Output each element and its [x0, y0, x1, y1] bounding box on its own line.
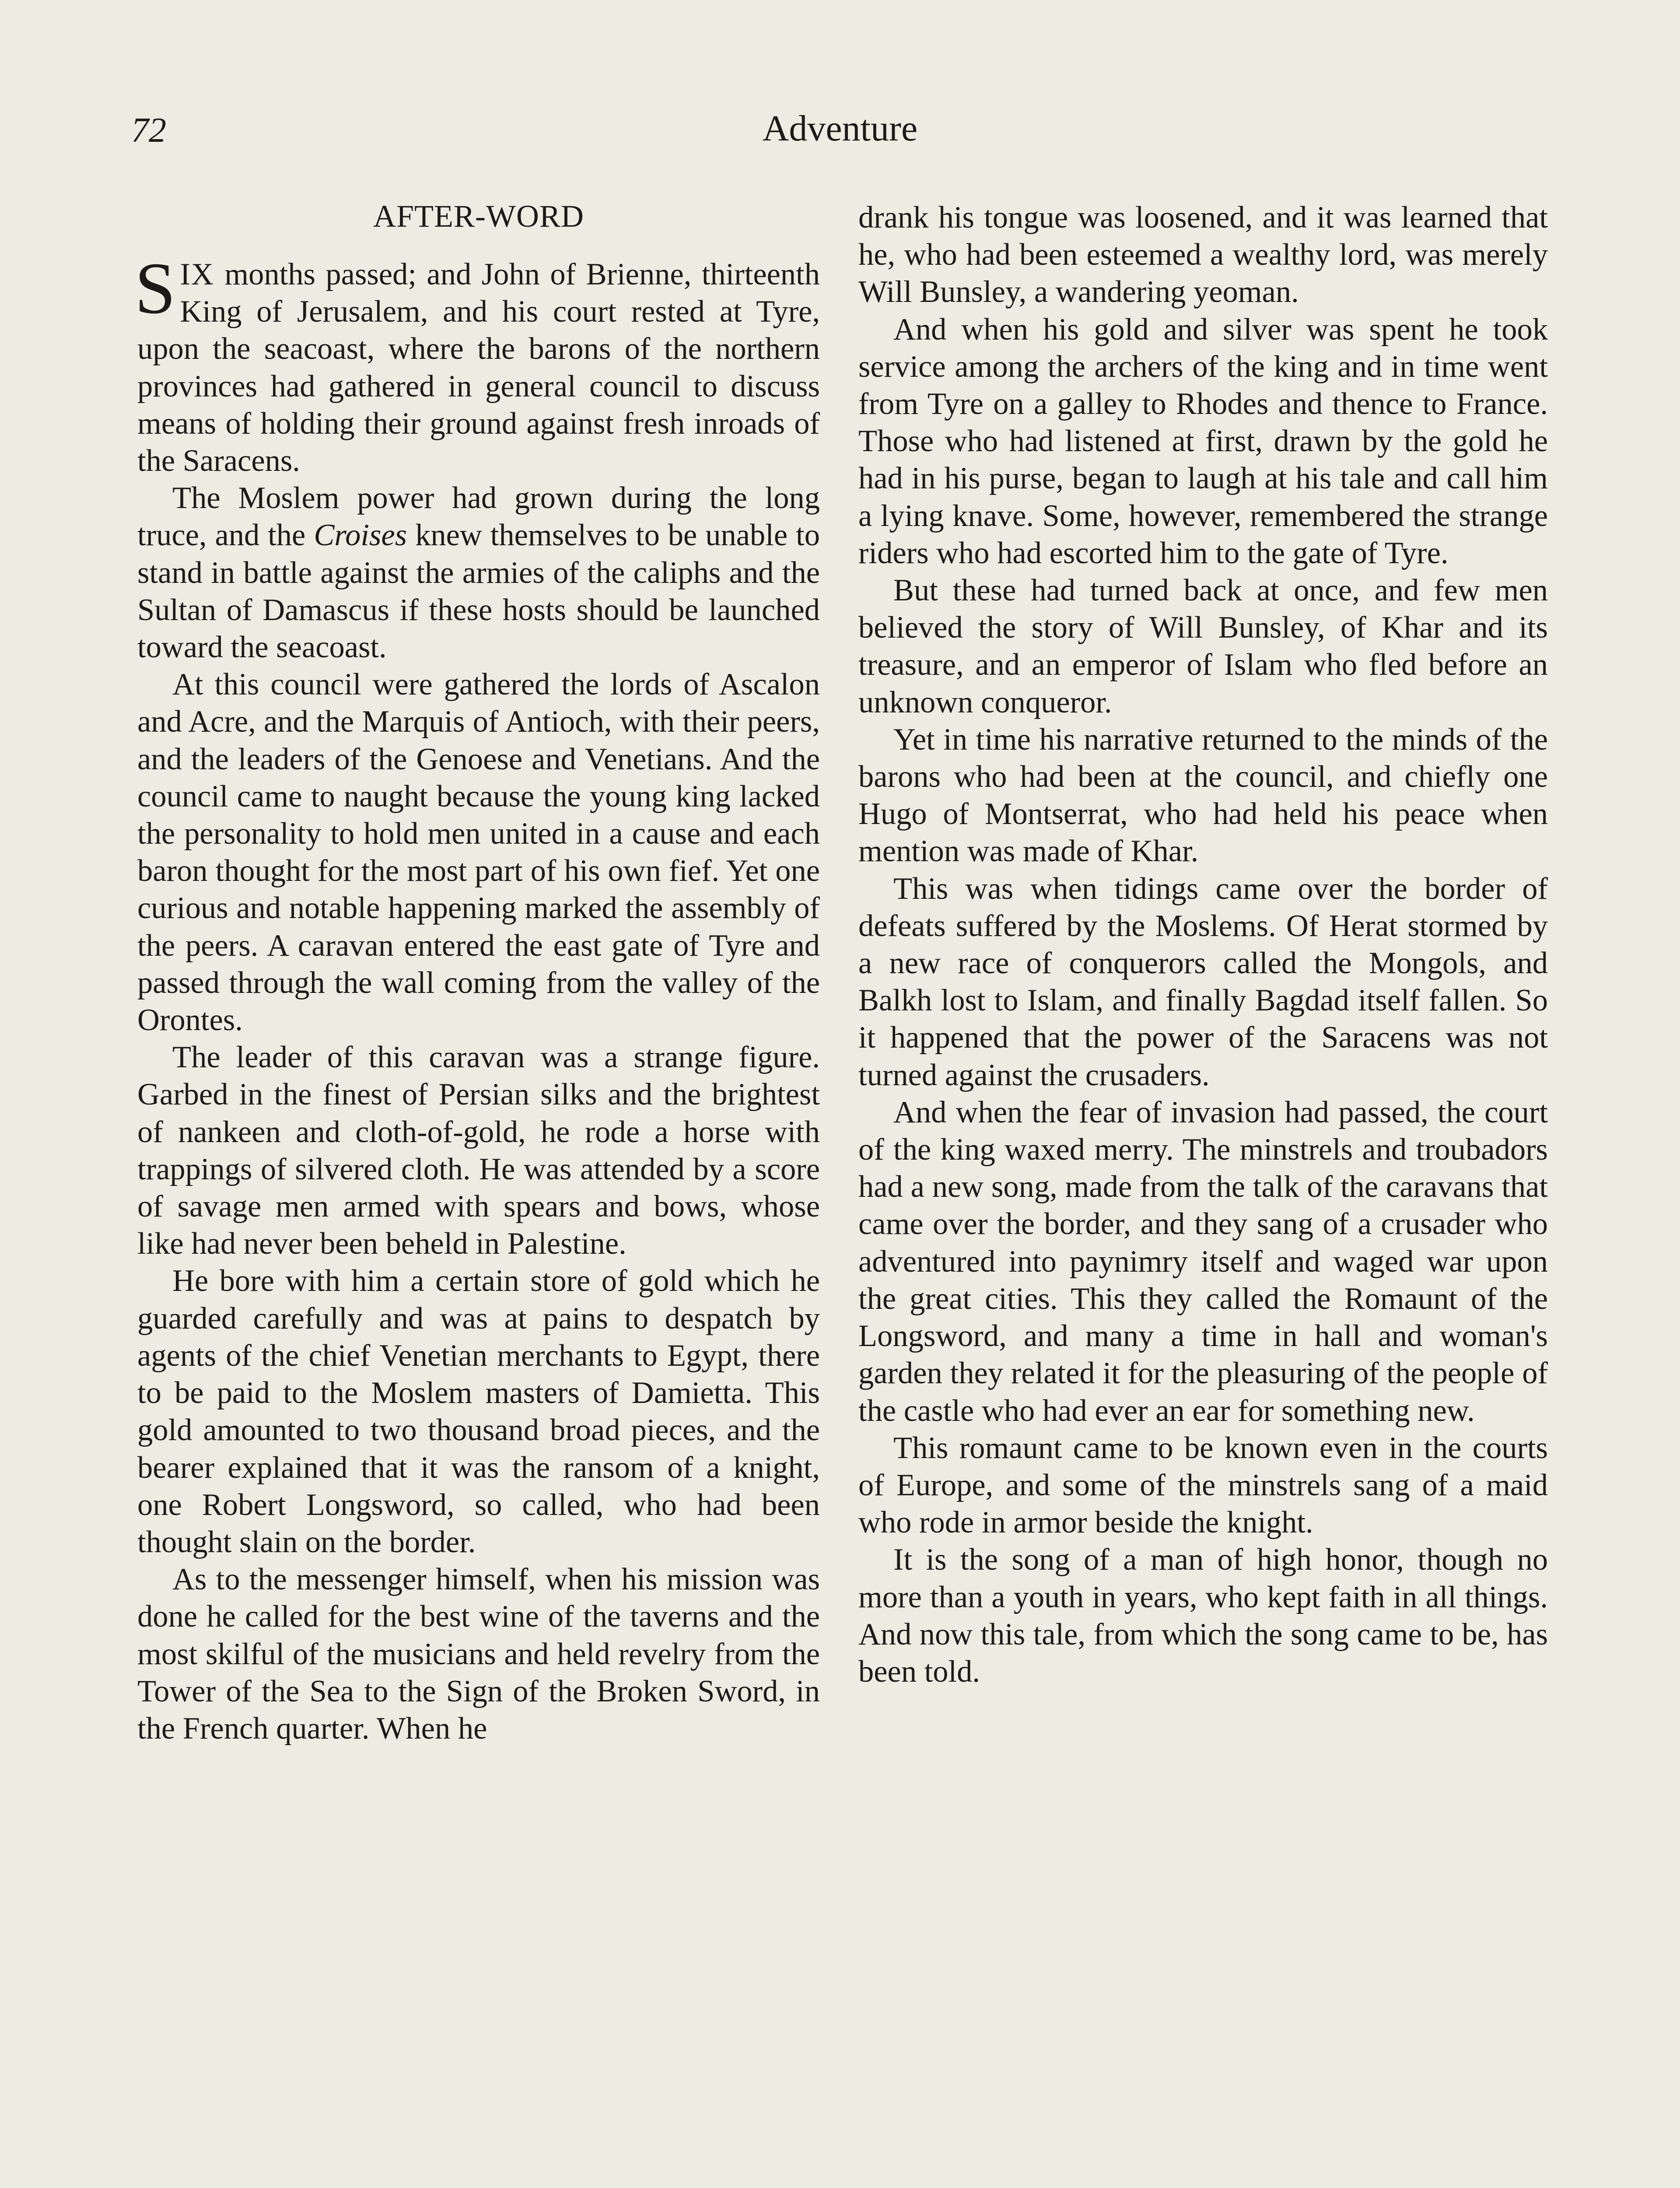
paragraph-8: But these had turned back at once, and few men believed the story of Will Bunsley, of Khar and its treasure, and an emperor of Islam who fled before an unknown conqueror.	[858, 573, 1548, 719]
paragraph-12: This romaunt came to be known even in the courts of Europe, and some of the minstrels sang of a maid who rode in armor beside the knight.	[858, 1431, 1548, 1540]
section-title: AFTER-WORD	[373, 199, 584, 234]
small-caps-lead: IX	[180, 257, 214, 291]
page-number: 72	[131, 111, 166, 150]
paragraph-11: And when the fear of invasion had passed, the court of the king waxed merry. The minstrels and troubadors had a new song, made from the talk of the caravans that came over the border, and they sang of a crusader who adventured into paynimry itself and waged war upon the great cities. This they called the Romaunt of the Longsword, and many a time in hall and woman's garden they related it for the pleasuring of the people of the castle who had ever an ear for something new.	[858, 1095, 1548, 1428]
left-column	[137, 199, 820, 1747]
paragraph-4: The leader of this caravan was a strange figure. Garbed in the finest of Persian silks and the brightest of nankeen and cloth-of-gold, he rode a horse with trappings of silvered cloth. He was attended by a score of savage men armed with spears and bows, whose like had never been beheld in Palestine.	[137, 1040, 820, 1261]
drop-cap: S	[135, 248, 176, 329]
paragraph-1	[135, 248, 820, 480]
paragraph-2-text-a: The Moslem power had grown during the long truce, and the	[137, 481, 820, 553]
paragraph-9: Yet in time his narrative returned to the minds of the barons who had been at the council, and chiefly one Hugo of Montserrat, who had held his peace when mention was made of Khar.	[858, 722, 1548, 869]
paragraph-continued: drank his tongue was loosened, and it was learned that he, who had been esteemed a wealthy lord, was merely Will Bunsley, a wandering yeoman.	[858, 200, 1548, 309]
paragraph-13: It is the song of a man of high honor, though no more than a youth in years, who kept faith in all things. And now this tale, from which the song came to be, has been told.	[858, 1543, 1548, 1689]
paragraph-2-italic: Croises	[314, 518, 407, 553]
paragraph-7: And when his gold and silver was spent he took service among the archers of the king and in time went from Tyre on a galley to Rhodes and thence to France. Those who had listened at first, drawn by the gold he had in his purse, began to laugh at his tale and call him a lying knave. Some, however, remembered the strange riders who had escorted him to the gate of Tyre.	[858, 312, 1548, 570]
paragraph-5: He bore with him a certain store of gold which he guarded carefully and was at pains to despatch by agents of the chief Venetian merchants to Egypt, there to be paid to the Moslem masters of Damietta. This gold amounted to two thousand broad pieces, and the bearer explained that it was the ransom of a knight, one Robert Longsword, so called, who had been thought slain on the border.	[137, 1264, 820, 1559]
right-column	[858, 199, 1548, 1690]
paragraph-6: As to the messenger himself, when his mission was done he called for the best wine of the taverns and the most skilful of the musicians and held revelry from the Tower of the Sea to the Sign of the Broken Sword, in the French quarter. When he	[137, 1562, 820, 1746]
paragraph-10: This was when tidings came over the border of defeats suffered by the Moslems. Of Herat stormed by a new race of conquerors called the Mongols, and Balkh lost to Islam, and finally Bagdad itself fallen. So it happened that the power of the Saracens was not turned against the crusaders.	[858, 871, 1548, 1092]
paragraph-2-text-b: knew themselves to be unable to stand in battle against the armies of the caliphs and the Sultan of Damascus if these hosts should be launched toward the seacoast.	[137, 518, 820, 665]
paragraph-2	[137, 480, 820, 666]
paragraph-3: At this council were gathered the lords of Ascalon and Acre, and the Marquis of Antioch, with their peers, and the leaders of the Genoese and Venetians. And the council came to naught because the young king lacked the personality to hold men united in a cause and each baron thought for the most part of his own fief. Yet one curious and notable happening marked the assembly of the peers. A caravan entered the east gate of Tyre and passed through the wall coming from the valley of the Orontes.	[137, 667, 820, 1038]
paragraph-1-text: months passed; and John of Brienne, thirteenth King of Jerusalem, and his court rested at Tyre, upon the seacoast, where the barons of the northern provinces had gathered in general council to discuss means of holding their ground against fresh inroads of the Saracens.	[137, 257, 820, 478]
running-head: Adventure	[762, 108, 918, 149]
